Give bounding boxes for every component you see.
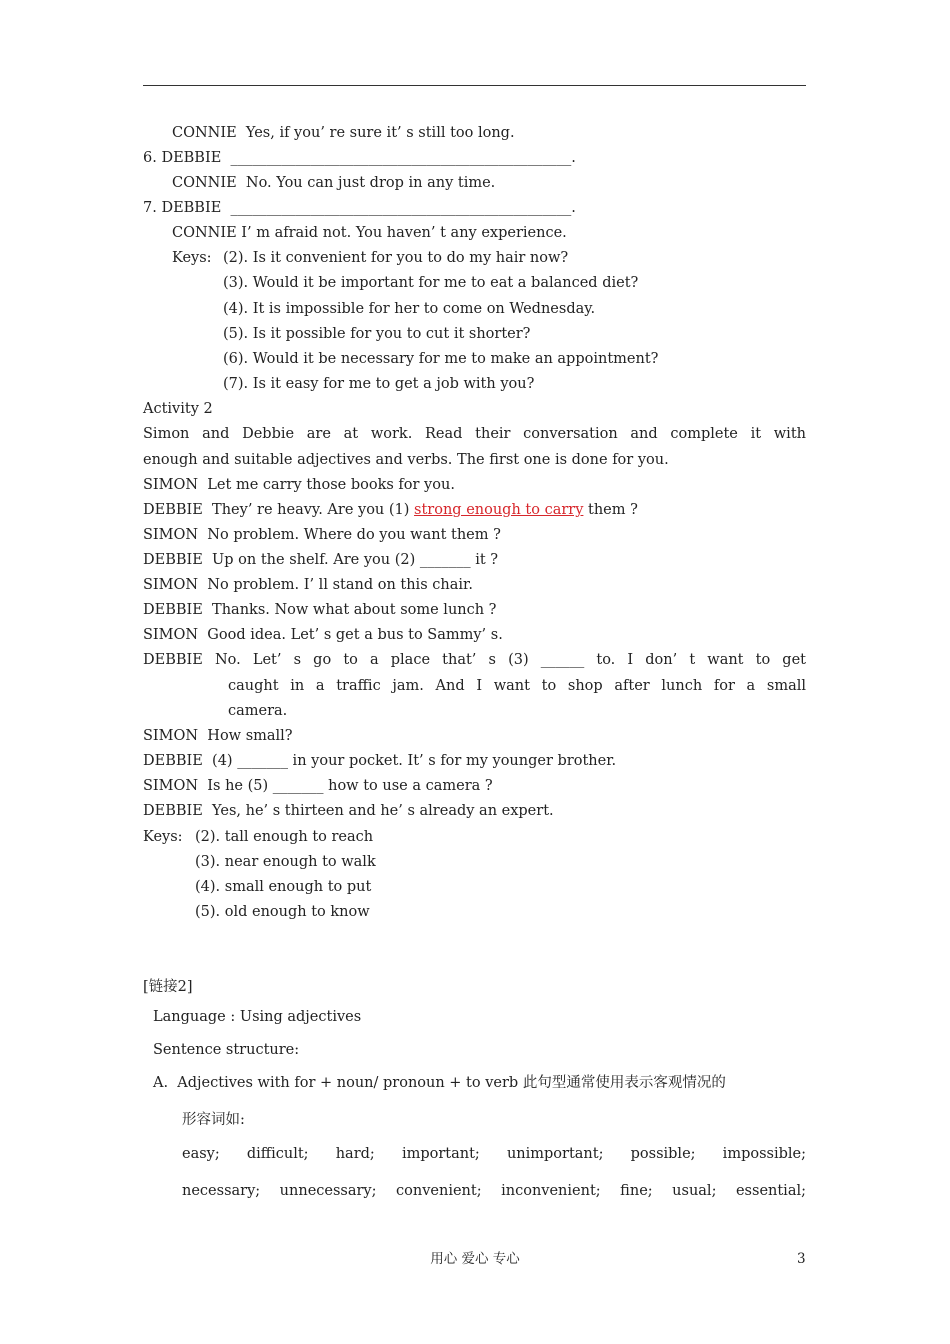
dialogue-line: CONNIE No. You can just drop in any time. <box>172 175 496 191</box>
dialogue-line: DEBBIE Thanks. Now what about some lunch ? <box>143 602 497 618</box>
key-item: (6). Would it be necessary for me to make an appointment? <box>223 351 659 367</box>
dialogue-line: CONNIE I’ m afraid not. You haven’ t any experience. <box>172 225 567 241</box>
rule-a-continued: 形容词如: <box>182 1112 245 1128</box>
adjective-list: easy; difficult; hard; important; unimportant; possible; impossible; <box>182 1146 806 1162</box>
footer-motto: 用心 爱心 专心 <box>430 1251 520 1267</box>
activity-intro: Simon and Debbie are at work. Read their conversation and complete it with <box>143 426 806 442</box>
activity-intro: enough and suitable adjectives and verbs. The first one is done for you. <box>143 452 669 468</box>
page-number: 3 <box>797 1251 806 1267</box>
dialogue-line: DEBBIE Up on the shelf. Are you (2) _______ it ? <box>143 552 499 568</box>
dialogue-line: SIMON No problem. Where do you want them ? <box>143 527 501 543</box>
key-item: (7). Is it easy for me to get a job with you? <box>223 376 535 392</box>
dialogue-line <box>143 500 638 520</box>
rule-a: A. Adjectives with for + noun/ pronoun + to verb 此句型通常使用表示客观情况的 <box>153 1075 726 1091</box>
language-heading: Language : Using adjectives <box>153 1009 362 1025</box>
dialogue-line: DEBBIE No. Let’ s go to a place that’ s (3) ______ to. I don’ t want to get <box>143 652 806 668</box>
dialogue-line: 6. DEBBIE _______________________________________________. <box>143 150 576 166</box>
link-title: [链接2] <box>143 979 193 995</box>
line-text: them ? <box>583 502 638 518</box>
key-item: (5). old enough to know <box>195 904 370 920</box>
key-item: (4). small enough to put <box>195 879 372 895</box>
dialogue-line: SIMON No problem. I’ ll stand on this chair. <box>143 577 473 593</box>
key-item: (3). Would it be important for me to eat a balanced diet? <box>223 275 639 291</box>
structure-heading: Sentence structure: <box>153 1042 300 1058</box>
dialogue-line: SIMON How small? <box>143 728 293 744</box>
key-item: (4). It is impossible for her to come on Wednesday. <box>223 301 596 317</box>
dialogue-line: SIMON Let me carry those books for you. <box>143 477 455 493</box>
key-item: (5). Is it possible for you to cut it shorter? <box>223 326 531 342</box>
adjective-list: necessary; unnecessary; convenient; inconvenient; fine; usual; essential; <box>182 1183 806 1199</box>
dialogue-line: DEBBIE (4) _______ in your pocket. It’ s for my younger brother. <box>143 753 617 769</box>
line-text: DEBBIE They’ re heavy. Are you (1) <box>143 502 415 518</box>
key-item: (2). Is it convenient for you to do my hair now? <box>223 250 569 266</box>
key-item: (3). near enough to walk <box>195 854 376 870</box>
dialogue-line: camera. <box>228 703 288 719</box>
section-title: Activity 2 <box>143 401 213 417</box>
dialogue-line: caught in a traffic jam. And I want to shop after lunch for a small <box>228 678 806 694</box>
header-rule <box>143 85 806 86</box>
dialogue-line: DEBBIE Yes, he’ s thirteen and he’ s already an expert. <box>143 803 554 819</box>
dialogue-line: SIMON Good idea. Let’ s get a bus to Sammy’ s. <box>143 627 503 643</box>
keys-label: Keys: <box>172 250 212 266</box>
dialogue-line: 7. DEBBIE _______________________________________________. <box>143 200 576 216</box>
sample-answer: strong enough to carry <box>414 502 584 518</box>
keys-label: Keys: <box>143 829 183 845</box>
dialogue-line: SIMON Is he (5) _______ how to use a camera ? <box>143 778 493 794</box>
dialogue-line: CONNIE Yes, if you’ re sure it’ s still too long. <box>172 125 515 141</box>
key-item: (2). tall enough to reach <box>195 829 374 845</box>
